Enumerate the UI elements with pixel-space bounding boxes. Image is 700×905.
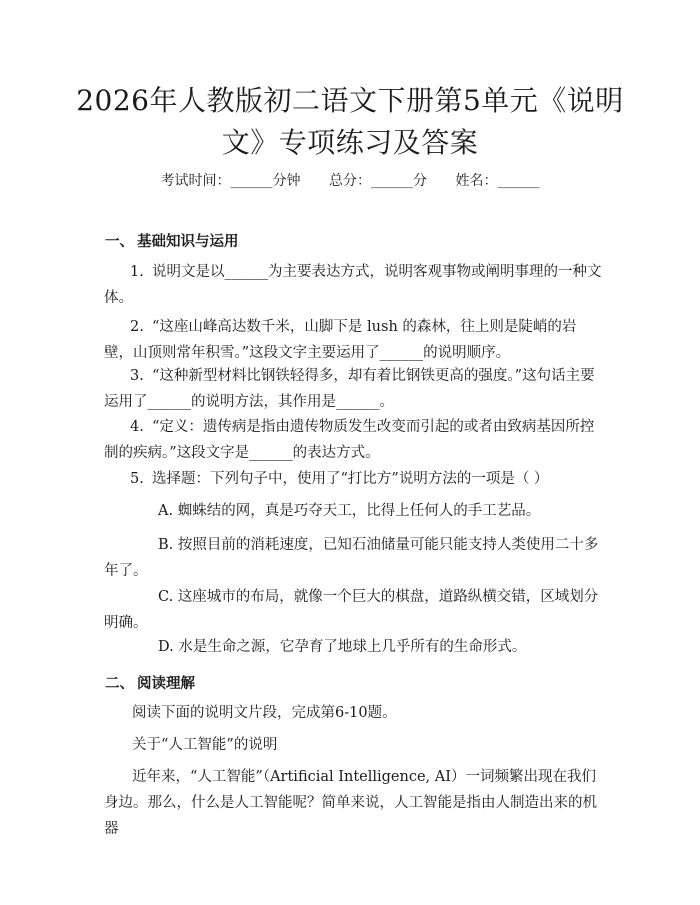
section-title: 阅读理解: [137, 675, 195, 692]
question-number: 2.: [130, 319, 144, 335]
question-text: “这座山峰高达数千米，山脚下是 lush 的森林，往上则是陡峭的岩壁，山顶则常年积雪。”这段文字主要运用了______的说明顺序。: [104, 319, 577, 361]
question-number: 5.: [130, 471, 144, 487]
document-title: 2026年人教版初二语文下册第5单元《说明文》专项练习及答案: [76, 84, 624, 159]
question-number: 3.: [130, 368, 144, 384]
question-4: [104, 414, 602, 466]
student-name: 姓名：______: [455, 173, 540, 189]
exam-score: 总分：______分: [329, 173, 427, 189]
option-d: D. 水是生命之源，它孕育了地球上几乎所有的生命形式。: [158, 639, 527, 655]
question-text: 选择题：下列句子中，使用了“打比方”说明方法的一项是（ ）: [152, 471, 549, 487]
exam-time: 考试时间：______分钟: [160, 173, 301, 189]
section-heading-1: [105, 230, 239, 251]
passage-title: 关于“人工智能”的说明: [132, 737, 278, 753]
question-number: 4.: [130, 419, 144, 435]
question-5: [104, 466, 602, 492]
question-text: 说明文是以______为主要表达方式，说明客观事物或阐明事理的一种文体。: [104, 264, 602, 306]
section-number: 二、: [105, 675, 134, 692]
question-number: 1.: [130, 264, 144, 280]
question-3: [104, 363, 602, 415]
passage-text: 近年来，“人工智能”（Artificial Intelligence, AI）一词频繁出现在我们身边。那么，什么是人工智能呢？简单来说，人工智能是指由人制造出来的机器: [104, 769, 597, 837]
reading-intro: 阅读下面的说明文片段，完成第6-10题。: [132, 705, 397, 721]
question-text: “定义：遗传病是指由遗传物质发生改变而引起的或者由致病基因所控制的疾病。”这段文字是______的表达方式。: [104, 419, 595, 461]
question-2: [104, 314, 602, 366]
section-number: 一、: [105, 233, 134, 250]
question-1: [104, 259, 602, 311]
section-heading-2: [105, 672, 195, 693]
section-title: 基础知识与运用: [137, 233, 239, 250]
option-a: A. 蜘蛛结的网，真是巧夺天工，比得上任何人的手工艺品。: [158, 503, 541, 519]
exam-meta: [0, 170, 700, 190]
option-b: B. 按照目前的消耗速度，已知石油储量可能只能支持人类使用二十多年了。: [104, 537, 599, 579]
option-c: C. 这座城市的布局，就像一个巨大的棋盘，道路纵横交错，区域划分明确。: [104, 589, 599, 631]
question-text: “这种新型材料比钢铁轻得多，却有着比钢铁更高的强度。”这句话主要运用了______的说明方法，其作用是______。: [104, 368, 595, 410]
